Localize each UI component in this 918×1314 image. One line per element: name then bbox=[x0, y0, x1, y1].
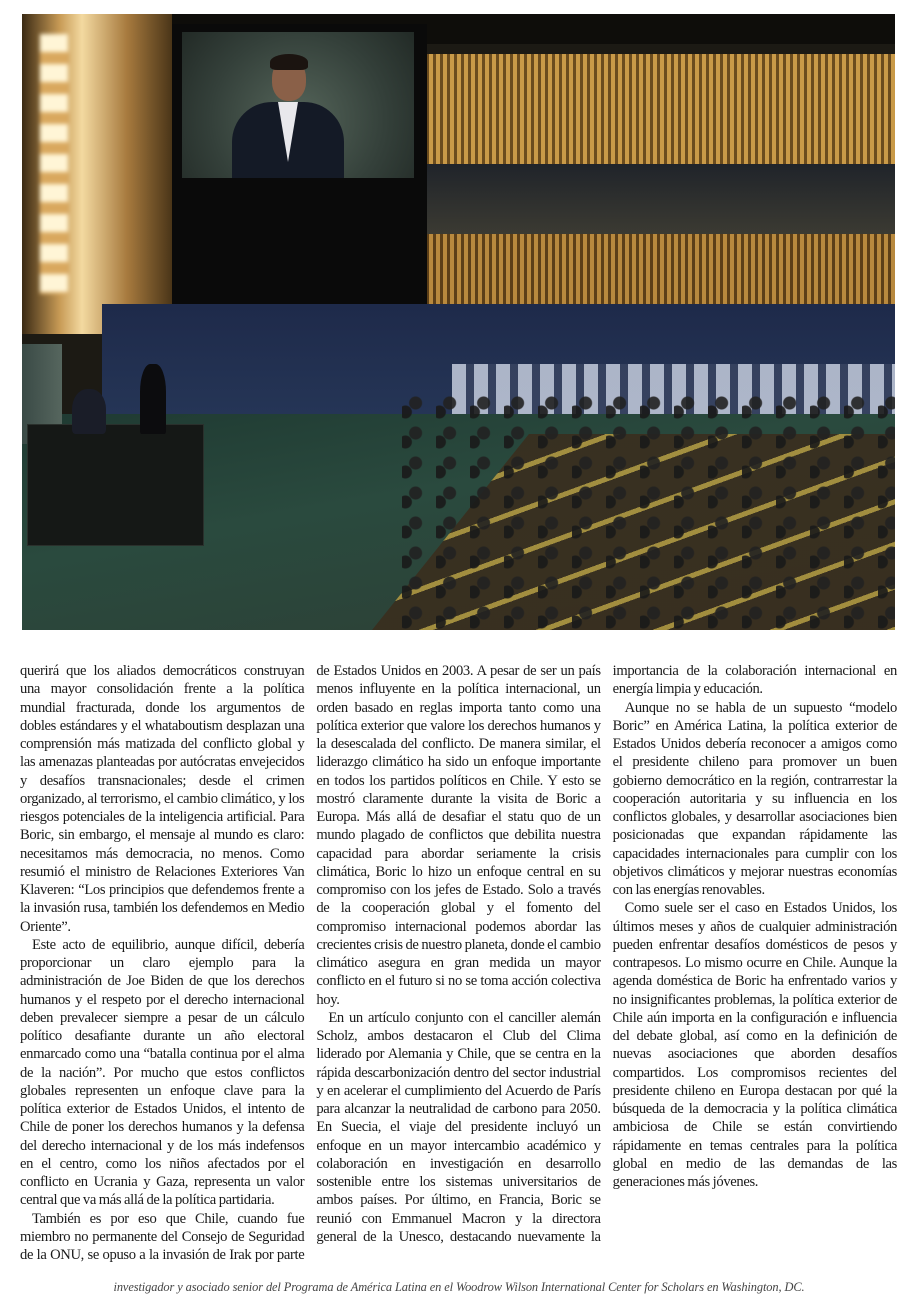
author-bio: investigador y asociado senior del Programa de América Latina en el Woodrow Wilson International Center for Scholars en Washington, DC. bbox=[113, 1280, 805, 1294]
paragraph: También es por eso que Chile, cuando fue miembro no permanente del Consejo de Seguridad de la ONU, se opuso a la invasión de Irak por parte de Estados Unidos en 2003. A pesar de ser un país menos influyente en la política internacional, un orden basado en reglas importa tanto como una política exterior que valore los derechos humanos y la desescalada del conflicto. De manera similar, el liderazgo climático ha sido un enfoque importante en todos los partidos políticos en Chile. Y esto se mostró claramente durante la visita de Boric a Europa. Más allá de desafiar el statu quo de un mundo plagado de conflictos que debilita nuestra capacidad para abordar seriamente la crisis climática, Boric lo hizo un enfoque central en su compromiso con los jefes de Estado. Solo a través de la cooperación global y el fomento del compromiso internacional podemos abordar las crecientes crisis de nuestro planeta, donde el cambio climático asegura en gran medida un mayor conflicto en el futuro si no se toma acción colectiva hoy. bbox=[20, 663, 601, 1263]
podium bbox=[27, 424, 204, 546]
paragraph: querirá que los aliados democráticos construyan una mayor consolidación frente a la política mundial fracturada, donde los argumentos de dobles estándares y el whataboutism desplazan una comprensión más matizada del conflicto global y las amenazas planteadas por autócratas envejecidos y desafíos transnacionales; desde el crimen organizado, al terrorismo, el cambio climático, y los riesgos potenciales de la inteligencia artificial. Para Boric, sin embargo, el mensaje al mundo es claro: necesitamos más democracia, no menos. Como resumió el ministro de Relaciones Exteriores Van Klaveren: “Los principios que defendemos frente a la invasión rusa, también los defendemos en Medio Oriente”. bbox=[20, 663, 305, 935]
paragraph: Este acto de equilibrio, aunque difícil, debería proporcionar un claro ejemplo para la administración de Joe Biden de que los derechos humanos y el respeto por el derecho internacional deben prevalecer siempre a pesar de un cálculo político desafiante durante un año electoral enmarcado como una “batalla continua por el alma de la nación”. Por mucho que estos conflictos globales representen un enfoque clave para la política exterior de Estados Unidos, el intento de Chile de poner los derechos humanos y la defensa del derecho internacional y de los más indefensos en el centro, como los niños afectados por el conflicto en Ucrania y Gaza, representa un valor central que va más allá de la política partidaria. bbox=[20, 936, 305, 1209]
gold-panel-lower bbox=[412, 234, 895, 304]
podium-speaker bbox=[72, 389, 106, 434]
wall-lights bbox=[40, 34, 68, 294]
security-guard bbox=[140, 364, 166, 434]
paragraph: Aunque no se habla de un supuesto “modelo Boric” en América Latina, la política exterior de Estados Unidos debería reconocer a amigos como el presidente chileno para promover un buen gobierno democrático en la región, contrarrestar la cooperación autoritaria y su influencia en los conflictos globales, y desarrollar asociaciones bien posicionadas que expandan rápidamente las capacidades internacionales para cumplir con los objetivos climáticos y mejorar nuestras economías con las energías renovables. bbox=[612, 699, 897, 898]
speaker-hair bbox=[270, 54, 308, 70]
article-body bbox=[20, 662, 897, 1266]
balcony-band bbox=[412, 164, 895, 234]
paragraph: Como suele ser el caso en Estados Unidos, los últimos meses y años de cualquier administración pueden enfrentar desafíos domésticos de pesos y contrapesos. Lo mismo ocurre en Chile. Aunque la agenda doméstica de Boric ha enfrentado varios y no insignificantes problemas, la política exterior de Chile aún importa en la configuración e influencia del debate global, así como en la definición de nuevas asociaciones que aborden desafíos compartidos. Los compromisos recientes del presidente chileno en Europa destacan por qué la búsqueda de la democracia y la política climática ambiciosa de Chile se están convirtiendo rápidamente en temas centrales para la política global en medio de las demandas de las generaciones más jóvenes. bbox=[612, 900, 897, 1190]
delegates bbox=[402, 394, 895, 630]
gold-panel-upper bbox=[412, 54, 895, 164]
paragraph: En un artículo conjunto con el canciller alemán Scholz, ambos destacaron el Club del Clima liderado por Alemania y Chile, que se centra en la rápida descarbonización dentro del sector industrial y en acelerar el cumplimiento del Acuerdo de París para alcanzar la neutralidad de carbono para 2050. En Suecia, el viaje del presidente incluyó un enfoque en un mayor intercambio académico y colaboración en investigación en desarrollo sostenible entre los sistemas universitarios de ambos países. Por último, en Francia, Boric se reunió con Emmanuel Macron y la directora general de la Unesco, destacando nuevamente la importancia de la colaboración internacional en energía limpia y educación. bbox=[316, 663, 897, 1245]
un-general-assembly-photo bbox=[22, 14, 895, 630]
